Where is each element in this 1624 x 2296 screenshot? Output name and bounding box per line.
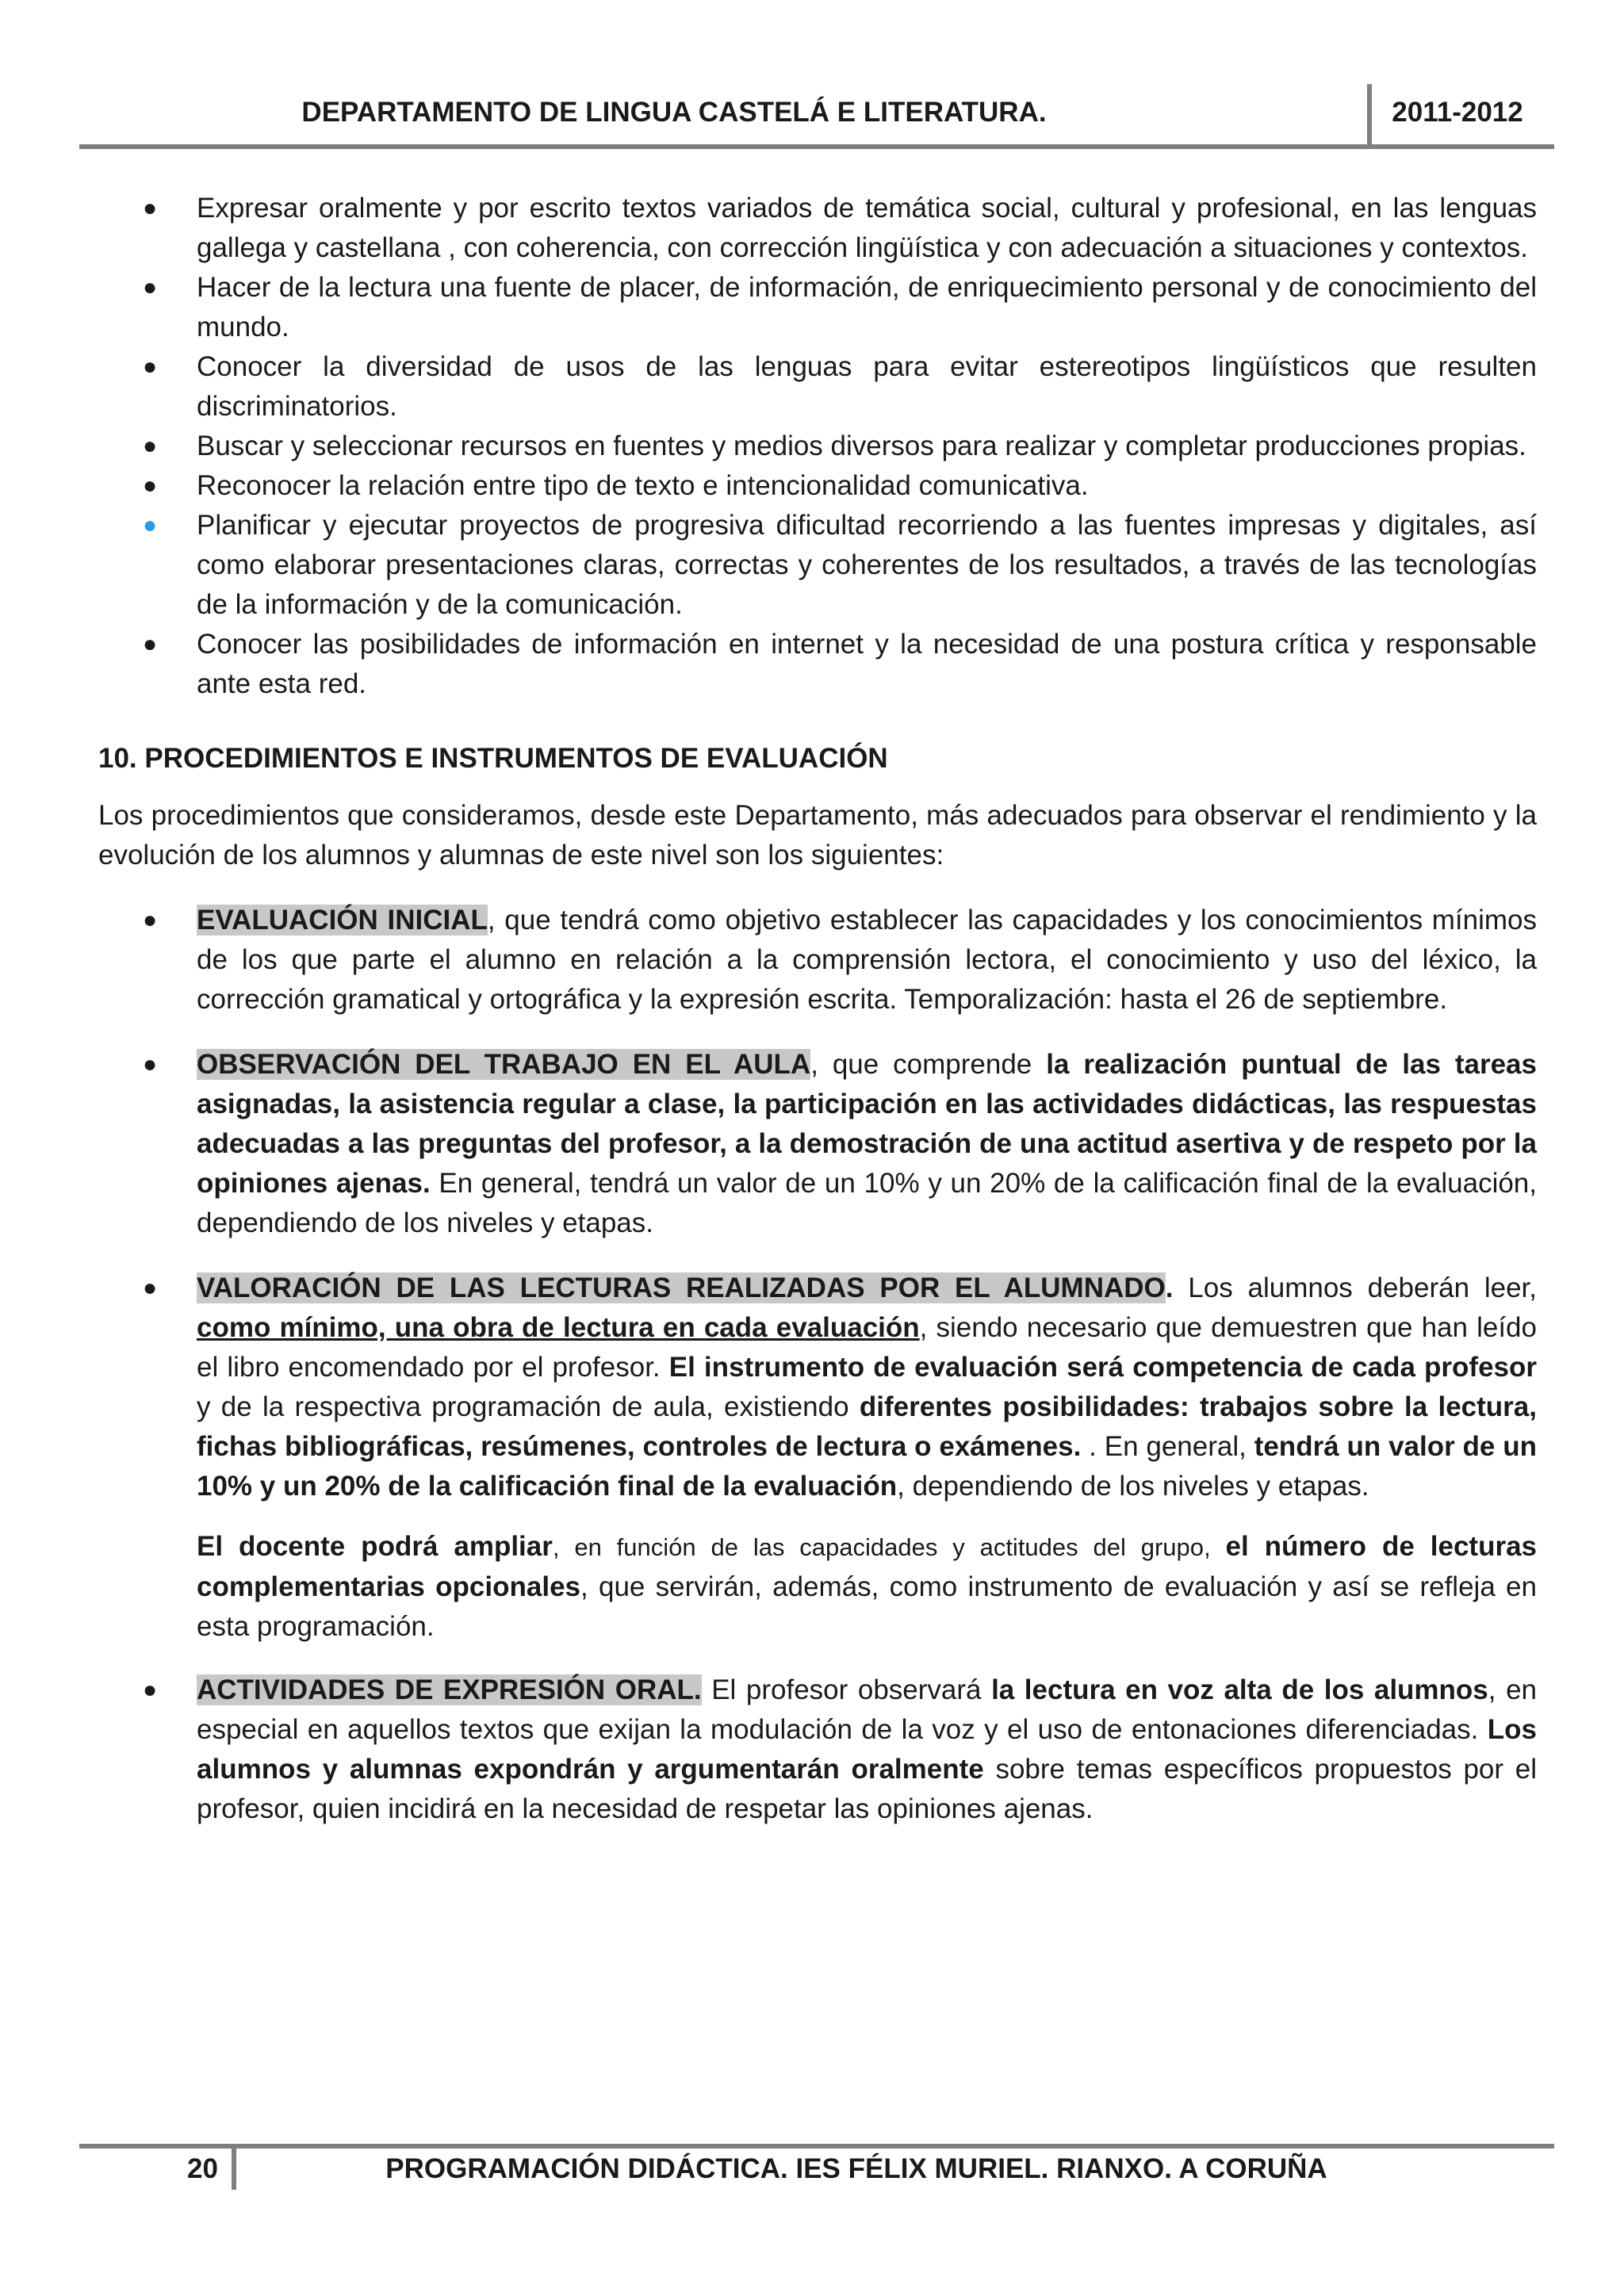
- list-item: ● Conocer la diversidad de usos de las lenguas para evitar estereotipos lingüísticos que resulten discriminatorios.: [98, 347, 1537, 427]
- bullet-icon: ●: [143, 512, 158, 538]
- eval-label: EVALUACIÓN INICIAL: [197, 905, 488, 936]
- section-intro: Los procedimientos que consideramos, desde este Departamento, más adecuados para observar el rendimiento y la evolución de los alumnos y alumnas de este nivel son los siguientes:: [98, 800, 1537, 871]
- eval-label: VALORACIÓN DE LAS LECTURAS REALIZADAS POR EL ALUMNADO: [197, 1272, 1166, 1303]
- eval-item-lecturas: ● VALORACIÓN DE LAS LECTURAS REALIZADAS POR EL ALUMNADO. Los alumnos deberán leer, como mínimo, una obra de lectura en cada evaluación, siendo necesario que demuestren que han leído el libro encomendado por el profesor. El instrumento de evaluación será competencia de cada profesor y de la respectiva programación de aula, existiendo diferentes posibilidades: trabajos sobre la lectura, fichas bibliográficas, resúmenes, controles de lectura o exámenes. . En general, tendrá un valor de un 10% y un 20% de la calificación final de la evaluación, dependiendo de los niveles y etapas.: [98, 1269, 1537, 1506]
- list-item: ● Reconocer la relación entre tipo de texto e intencionalidad comunicativa.: [98, 466, 1537, 506]
- bullet-icon: ●: [143, 473, 158, 499]
- bullet-icon: ●: [143, 433, 158, 459]
- eval-item-oral: ● ACTIVIDADES DE EXPRESIÓN ORAL. El profesor observará la lectura en voz alta de los alumnos, en especial en aquellos textos que exijan la modulación de la voz y el uso de entonaciones diferenciadas. Los alumnos y alumnas expondrán y argumentarán oralmente sobre temas específicos propuestos por el profesor, quien incidirá en la necesidad de respetar las opiniones ajenas.: [98, 1670, 1537, 1829]
- eval-label: OBSERVACIÓN DEL TRABAJO EN EL AULA: [197, 1049, 811, 1080]
- eval-item-inicial: ● EVALUACIÓN INICIAL, que tendrá como objetivo establecer las capacidades y los conocimientos mínimos de los que parte el alumno en relación a la comprensión lectora, el conocimiento y uso del léxico, la corrección gramatical y ortográfica y la expresión escrita. Temporalización: hasta el 26 de septiembre.: [98, 901, 1537, 1020]
- list-item: ● Buscar y seleccionar recursos en fuentes y medios diversos para realizar y completar producciones propias.: [98, 427, 1537, 466]
- section-heading: 10. PROCEDIMIENTOS E INSTRUMENTOS DE EVALUACIÓN: [98, 743, 888, 774]
- page-number: 20: [187, 2153, 218, 2184]
- evaluation-list: [98, 901, 1537, 1506]
- evaluation-list-cont: [98, 1670, 1537, 1829]
- bullet-icon: ●: [143, 907, 158, 933]
- footer-title: PROGRAMACIÓN DIDÁCTICA. IES FÉLIX MURIEL. RIANXO. A CORUÑA: [385, 2153, 1327, 2184]
- footer-rule: [79, 2144, 1554, 2149]
- list-item: ● Expresar oralmente y por escrito textos variados de temática social, cultural y profesional, en las lenguas gallega y castellana , con coherencia, con corrección lingüística y con adecuación a situaciones y contextos.: [98, 189, 1537, 268]
- header-rule: [79, 144, 1554, 149]
- eval-item-observacion: ● OBSERVACIÓN DEL TRABAJO EN EL AULA, que comprende la realización puntual de las tareas asignadas, la asistencia regular a clase, la participación en las actividades didácticas, las respuestas adecuadas a las preguntas del profesor, a la demostración de una actitud asertiva y de respeto por la opiniones ajenas. En general, tendrá un valor de un 10% y un 20% de la calificación final de la evaluación, dependiendo de los niveles y etapas.: [98, 1045, 1537, 1243]
- page-content: [98, 189, 1537, 1854]
- header-divider: [1367, 84, 1372, 147]
- bullet-icon: ●: [143, 354, 158, 380]
- list-item: ● Hacer de la lectura una fuente de placer, de información, de enriquecimiento personal y de conocimiento del mundo.: [98, 268, 1537, 347]
- objectives-list: [98, 189, 1537, 704]
- bullet-icon: ●: [143, 1275, 158, 1301]
- header-title: DEPARTAMENTO DE LINGUA CASTELÁ E LITERATURA.: [301, 97, 1047, 128]
- docente-paragraph: El docente podrá ampliar, en función de las capacidades y actitudes del grupo, el número de lecturas complementarias opcionales, que servirán, además, como instrumento de evaluación y así se refleja en esta programación.: [197, 1531, 1537, 1642]
- header-year: 2011-2012: [1392, 97, 1523, 128]
- bullet-icon: ●: [143, 274, 158, 300]
- bullet-icon: ●: [143, 1677, 158, 1703]
- list-item: ● Conocer las posibilidades de información en internet y la necesidad de una postura crítica y responsable ante esta red.: [98, 625, 1537, 704]
- bullet-icon: ●: [143, 195, 158, 221]
- bullet-icon: ●: [143, 1051, 158, 1077]
- footer-divider: [232, 2145, 236, 2190]
- list-item: ● Planificar y ejecutar proyectos de progresiva dificultad recorriendo a las fuentes impresas y digitales, así como elaborar presentaciones claras, correctas y coherentes de los resultados, a través de las tecnologías de la información y de la comunicación.: [98, 506, 1537, 625]
- bullet-icon: ●: [143, 631, 158, 657]
- eval-label: ACTIVIDADES DE EXPRESIÓN ORAL.: [197, 1674, 702, 1705]
